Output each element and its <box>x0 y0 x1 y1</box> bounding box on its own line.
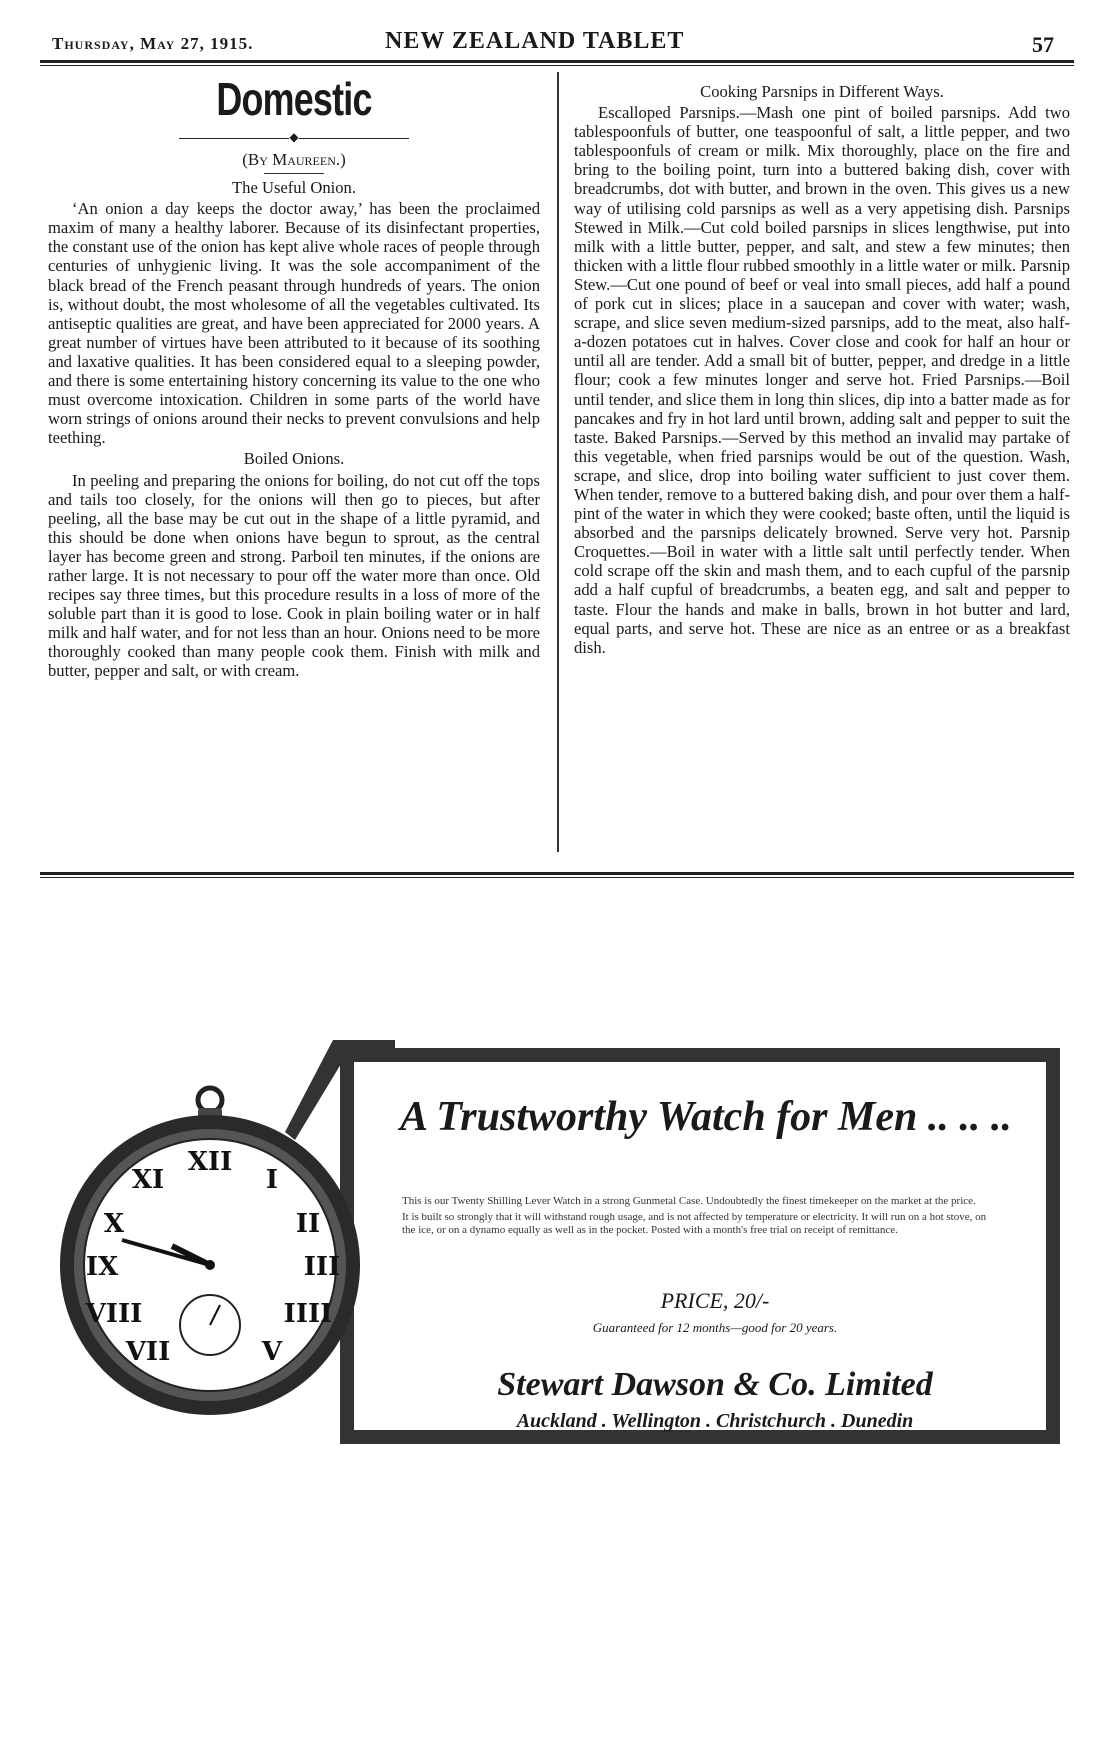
svg-text:IIII: IIII <box>283 1299 333 1329</box>
svg-text:XII: XII <box>187 1147 233 1177</box>
ad-body-line: It is built so strongly that it will withstand rough usage, and is not affected by temperature or electricity. It will run on a hot stove, on the ice, or on a dynamo equally as well as in the pocket. Posted with a month's free trial on receipt of remittance. <box>402 1211 987 1236</box>
issue-date: Thursday, May 27, 1915. <box>52 34 254 53</box>
svg-text:VII: VII <box>125 1337 171 1367</box>
subhead-useful-onion: The Useful Onion. <box>232 178 356 198</box>
ad-price: PRICE, 20/- <box>660 1288 770 1313</box>
ad-headline: A Trustworthy Watch for Men .. .. .. <box>400 1094 1012 1140</box>
svg-text:XI: XI <box>131 1165 165 1195</box>
svg-text:I: I <box>265 1165 279 1195</box>
pocket-watch-illustration <box>60 1060 390 1420</box>
svg-text:VIII: VIII <box>85 1299 143 1329</box>
right-column <box>574 80 1070 657</box>
ad-firm-name: Stewart Dawson & Co. Limited <box>497 1366 933 1403</box>
article-paragraph: ‘An onion a day keeps the doctor away,’ has been the proclaimed maxim of many a healthy laborer. Because of its disinfectant properties, the constant use of the onion has kept alive whole races of people through centuries of unhygienic living. It was the sole accompaniment of the black bread of the French peasant through hundreds of years. The onion is, without doubt, the most wholesome of all the vegetables cultivated. Its antiseptic qualities are great, and have been appreciated for 2000 years. A great number of virtues have been attributed to it because of its soothing and laxative qualities. It has been considered equal to a sleeping powder, and there is some entertaining history concerning its value to the one who must overcome intoxication. Children in some parts of the world have worn strings of onions around their necks to prevent convulsions and help teething. <box>48 199 540 448</box>
svg-text:II: II <box>295 1209 321 1239</box>
subhead-parsnips: Cooking Parsnips in Different Ways. <box>700 82 944 101</box>
left-column <box>48 72 540 681</box>
article-paragraph: In peeling and preparing the onions for boiling, do not cut off the tops and tails too closely, for the onions will then go to pieces, but after peeling, all the base may be cut out in the shape of a little pyramid, and this should be done when onions have begun to sprout, as the central layer has become green and strong. Parboil ten minutes, if the onions are rather large. It is not necessary to pour off the water more than once. Old recipes say three times, but this procedure results in a loss of more of the soluble part than it is good to lose. Cook in plain boiling water or in half milk and half water, and for not less than an hour. Onions need to be more thoroughly cooked than many people cook them. Finish with milk and butter, pepper and salt, or with cream. <box>48 470 540 681</box>
section-rule <box>40 872 1074 878</box>
ad-body-line: This is our Twenty Shilling Lever Watch in a strong Gunmetal Case. Undoubtedly the finest timekeeper on the market at the price. <box>402 1195 976 1207</box>
ad-guarantee: Guaranteed for 12 months—good for 20 years. <box>592 1320 838 1335</box>
svg-text:X: X <box>103 1209 125 1239</box>
subhead-boiled-onions: Boiled Onions. <box>243 449 345 469</box>
section-title: Domestic <box>216 73 372 125</box>
byline: (By Maureen.) <box>242 150 346 169</box>
header-rule <box>40 60 1074 66</box>
title-ornament: ◆ <box>48 130 540 144</box>
column-divider <box>557 72 559 852</box>
svg-text:III: III <box>303 1252 341 1282</box>
ad-cities: Auckland . Wellington . Christchurch . Dunedin <box>516 1410 914 1432</box>
page-number: 57 <box>1032 32 1054 57</box>
svg-text:IX: IX <box>85 1252 119 1282</box>
page-header <box>40 28 1074 58</box>
svg-text:V: V <box>261 1337 283 1367</box>
masthead: NEW ZEALAND TABLET <box>385 28 685 54</box>
byline-rule <box>264 173 324 174</box>
watch-advertisement <box>60 1040 1070 1450</box>
article-paragraph: Escalloped Parsnips.—Mash one pint of boiled parsnips. Add two tablespoonfuls of butter, one teaspoonful of salt, a little pepper, and two tablespoonfuls of cream or milk. Mix thoroughly, place on the fire and bring to the boiling point, turn into a buttered baking dish, cover with breadcrumbs, dot with butter, and brown in the oven. This gives us a new way of utilising cold parsnips as well as a very appetising dish. Parsnips Stewed in Milk.—Cut cold boiled parsnips in slices lengthwise, put into milk with a little butter, pepper, and salt, and stew a few minutes; then thicken with a little flour rubbed smoothly in a little water or milk. Parsnip Stew.—Cut one pound of beef or veal into small pieces, add half a pound of pork cut in slices; place in a saucepan and cover with water; wash, scrape, and slice seven medium-sized parsnips, add to the meat, also half-a-dozen potatoes cut in halves. Cover close and cook for half an hour or until all are tender. Add a small bit of butter, pepper, and dredge in a little flour; cook a few minutes longer and serve hot. Fried Parsnips.—Boil until tender, and slice them in long thin slices, dip into a batter made as for pancakes and fry in hot lard until brown, adding salt and pepper to suit the taste. Baked Parsnips.—Served by this method an invalid may partake of this vegetable, when fried parsnips would be out of the question. Wash, scrape, and slice, drop into boiling water sufficient to just cover them. When tender, remove to a buttered baking dish, and pour over them a half-pint of the water in which they were cooked; baste often, until the liquid is absorbed and the parsnips delicately browned. Serve very hot. Parsnip Croquettes.—Boil in water with a little salt until perfectly tender. When cold scrape off the skin and mash them, and to each cupful of the parsnip add a half cupful of breadcrumbs, a beaten egg, and salt and pepper to taste. Flour the hands and make in balls, brown in hot butter and lard, equal parts, and serve hot. These are nice as an entree or as a breakfast dish. <box>574 103 1070 657</box>
ad-body <box>402 1195 1002 1240</box>
